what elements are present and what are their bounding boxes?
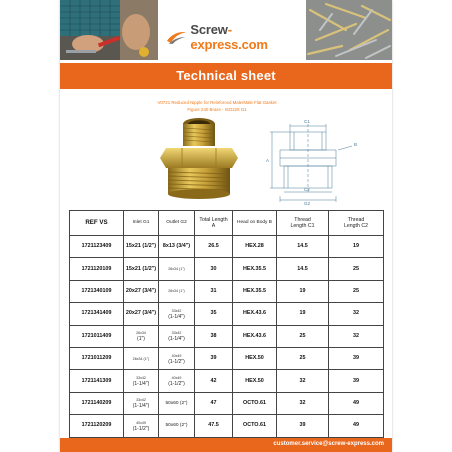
cell-thread-c2: 49 [329,415,384,437]
cell-thread-c1: 14.5 [277,258,329,280]
cell-thread-c2: 32 [329,325,384,347]
description-line-2: Figure 240 Brass - ISO228 G1 [187,107,247,112]
cell-outlet: 26x34 (1") [159,280,195,302]
cell-head: HEX.43.6 [233,303,277,325]
cell-ref: 1721120209 [70,415,124,437]
cell-inlet: 20x27 (3/4") [124,303,159,325]
brand-logo [166,22,306,52]
technical-drawing [256,110,364,206]
cell-ref: 1721140209 [70,392,124,414]
label-g2: G2 [304,201,311,206]
header-photo-tools [60,0,158,60]
cell-outlet: 26x34 (1") [159,258,195,280]
cell-thread-c2: 39 [329,347,384,369]
description-line-1: V0721 Reduced Nipple for Reinforced Male/Male Flat Gasket [157,100,277,105]
cell-thread-c2: 32 [329,303,384,325]
table-header-row [70,211,384,236]
header-thread-c2: Thread Length C2 [329,211,384,236]
cell-thread-c2: 39 [329,370,384,392]
cell-length: 26.5 [195,236,233,258]
cell-head: OCTO.61 [233,392,277,414]
cell-head: OCTO.61 [233,415,277,437]
table-row [70,258,384,280]
cell-thread-c1: 14.5 [277,236,329,258]
cell-inlet: 33x42 (1-1/4") [124,370,159,392]
cell-ref: 1721123409 [70,236,124,258]
brand-name: Screw-express.com [190,22,268,52]
spec-table [69,210,384,438]
label-a: A [266,158,270,163]
header-outlet: Outlet G2 [159,211,195,236]
cell-head: HEX.28 [233,236,277,258]
cell-inlet: 26x34 (1") [124,347,159,369]
header-ref: REF VS [70,211,124,236]
technical-sheet-page [60,0,392,452]
cell-length: 31 [195,280,233,302]
cell-inlet: 33x42 (1-1/4") [124,392,159,414]
table-row [70,347,384,369]
cell-outlet: 33x42 (1-1/4") [159,303,195,325]
header-inlet: Inlet G1 [124,211,159,236]
cell-thread-c1: 32 [277,370,329,392]
cell-inlet: 20x27 (3/4") [124,280,159,302]
cell-ref: 1721340109 [70,280,124,302]
table-row [70,303,384,325]
cell-ref: 1721120109 [70,258,124,280]
label-c2: C2 [304,187,310,192]
cell-thread-c2: 49 [329,392,384,414]
table-row [70,325,384,347]
page-title: Technical sheet [176,68,276,83]
cell-outlet: 40x49 (1-1/2") [159,370,195,392]
cell-length: 42 [195,370,233,392]
cell-ref: 1721141309 [70,370,124,392]
cell-head: HEX.43.6 [233,325,277,347]
header-photo-screws [306,0,392,60]
cell-length: 30 [195,258,233,280]
cell-head: HEX.50 [233,370,277,392]
label-b: B [354,142,358,147]
footer-bar [60,438,392,452]
cell-inlet: 15x21 (1/2") [124,236,159,258]
contact-email[interactable]: customer.service@screw-express.com [273,441,384,447]
cell-thread-c2: 19 [329,236,384,258]
header-head: Head on Body B [233,211,277,236]
cell-outlet: 40x49 (1-1/2") [159,347,195,369]
cell-inlet: 15x21 (1/2") [124,258,159,280]
swoosh-icon [166,29,187,45]
product-image [152,112,246,204]
title-banner [60,63,392,89]
label-c1: C1 [304,119,310,124]
cell-thread-c1: 39 [277,415,329,437]
cell-thread-c1: 25 [277,347,329,369]
cell-ref: 1721341409 [70,303,124,325]
cell-outlet: 50x60 (2") [159,392,195,414]
cell-length: 47.5 [195,415,233,437]
header-thread-c1: Thread Length C1 [277,211,329,236]
cell-length: 35 [195,303,233,325]
cell-thread-c2: 25 [329,280,384,302]
cell-ref: 1721011409 [70,325,124,347]
cell-thread-c1: 19 [277,280,329,302]
cell-outlet: 8x13 (3/4") [159,236,195,258]
cell-ref: 1721011209 [70,347,124,369]
table-row [70,280,384,302]
cell-head: HEX.50 [233,347,277,369]
cell-length: 47 [195,392,233,414]
cell-thread-c2: 25 [329,258,384,280]
cell-outlet: 33x42 (1-1/4") [159,325,195,347]
cell-thread-c1: 32 [277,392,329,414]
cell-thread-c1: 25 [277,325,329,347]
table-row [70,392,384,414]
cell-head: HEX.35.5 [233,258,277,280]
cell-length: 39 [195,347,233,369]
table-row [70,236,384,258]
cell-head: HEX.35.5 [233,280,277,302]
cell-inlet: 26x34 (1") [124,325,159,347]
table-row [70,370,384,392]
brand-area [158,0,306,60]
cell-inlet: 40x49 (1-1/2") [124,415,159,437]
cell-thread-c1: 19 [277,303,329,325]
header-total-length: Total Length A [195,211,233,236]
cell-outlet: 50x60 (2") [159,415,195,437]
cell-length: 38 [195,325,233,347]
table-row [70,415,384,437]
